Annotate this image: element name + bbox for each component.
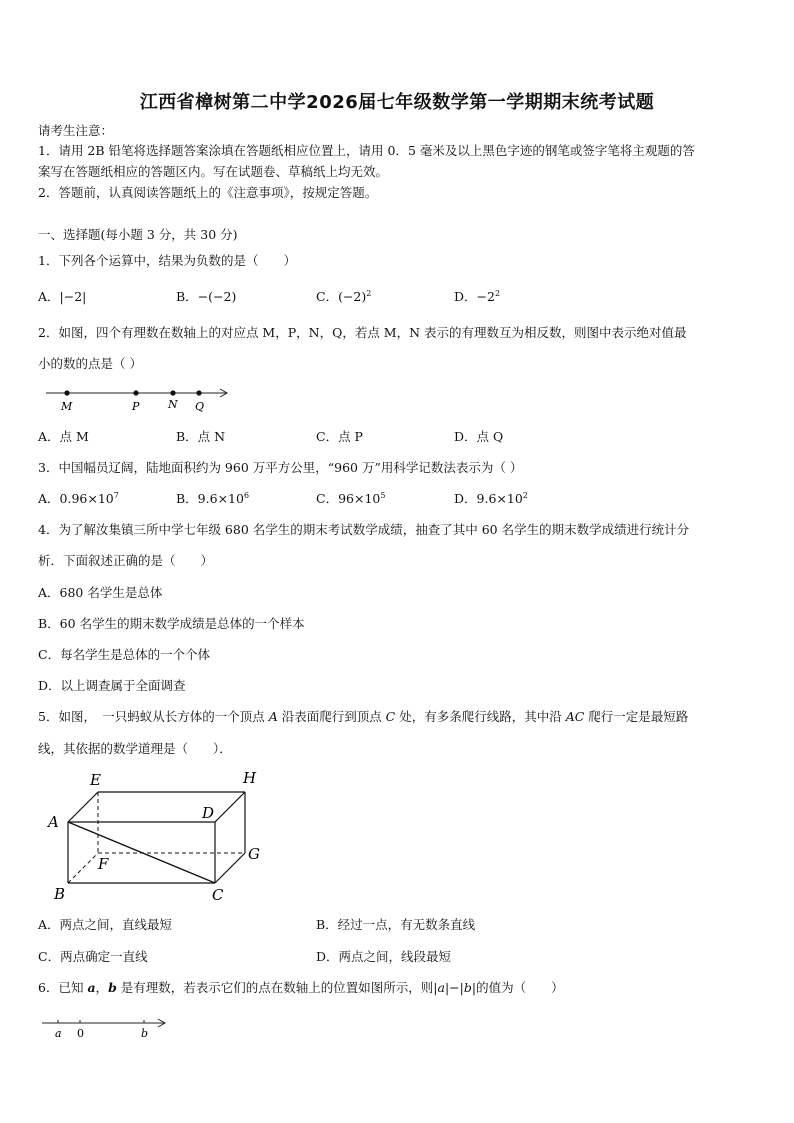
question-1-option-d: D．$-2^2$ — [454, 288, 501, 304]
question-1-option-b: B．−(−2) — [176, 289, 237, 304]
question-3-stem: 3．中国幅员辽阔，陆地面积约为 960 万平方公里，“960 万”用科学记数法表示为（ ） — [38, 460, 523, 475]
question-5-option-b: B．经过一点，有无数条直线 — [316, 917, 476, 932]
point-m — [64, 390, 69, 395]
question-4-line-1: 4．为了解汝集镇三所中学七年级 680 名学生的期末考试数学成绩，抽查了其中 60 名学生的期末数学成绩进行统计分 — [38, 522, 690, 537]
question-2-line-1: 2．如图，四个有理数在数轴上的对应点 M，P，N，Q，若点 M，N 表示的有理数互为相反数，则图中表示绝对值最 — [38, 325, 687, 340]
hidden-edge-b-f — [68, 853, 98, 883]
vertex-label-h: H — [243, 769, 257, 787]
notice-heading: 请考生注意： — [38, 123, 114, 138]
question-3-option-b: B．$9.6\times 10^6$ — [176, 490, 250, 506]
question-4-line-2: 析．下面叙述正确的是（ ） — [38, 553, 214, 568]
question-5-line-2: 线，其依据的数学道理是（ ）． — [38, 741, 232, 756]
label-n: N — [168, 398, 178, 411]
question-6-number-line — [38, 1012, 178, 1044]
label-m: M — [61, 400, 73, 413]
vertex-label-e: E — [90, 771, 101, 789]
question-2-option-b: B．点 N — [176, 429, 226, 444]
question-4-option-c: C．每名学生是总体的一个个体 — [38, 647, 211, 662]
edge-d-h — [215, 792, 245, 822]
label-zero: 0 — [77, 1027, 84, 1040]
label-b: b — [141, 1027, 149, 1040]
vertex-label-g: G — [248, 845, 260, 863]
label-p: P — [132, 400, 140, 413]
question-2-line-2: 小的数的点是（ ） — [38, 356, 142, 371]
vertex-label-f: F — [98, 855, 109, 873]
question-5-option-d: D．两点之间，线段最短 — [316, 949, 452, 964]
question-2-option-a: A．点 M — [38, 429, 89, 444]
question-6-stem: 6．已知 a，b 是有理数，若表示它们的点在数轴上的位置如图所示，则|a|−|b|的值为（ ） — [38, 980, 564, 995]
question-5-line-1: 5．如图， 一只蚂蚁从长方体的一个顶点 A 沿表面爬行到顶点 C 处，有多条爬行线路，其中沿 AC 爬行一定是最短路 — [38, 709, 689, 724]
vertex-label-c: C — [212, 886, 224, 904]
point-q — [196, 390, 201, 395]
label-q: Q — [195, 400, 205, 413]
edge-c-g — [215, 853, 245, 883]
vertex-label-d: D — [202, 804, 215, 822]
page-title: 江西省樟树第二中学2026届七年级数学第一学期期末统考试题 — [139, 92, 655, 113]
question-3-option-d: D．$9.6\times 10^2$ — [454, 490, 528, 506]
question-4-option-b: B．60 名学生的期末数学成绩是总体的一个样本 — [38, 616, 305, 631]
question-4-option-d: D．以上调查属于全面调查 — [38, 678, 186, 693]
label-a: a — [55, 1027, 62, 1040]
cuboid-figure — [40, 765, 280, 905]
question-3-option-c: C．$96\times 10^5$ — [316, 490, 386, 506]
section-heading: 一、选择题(每小题 3 分，共 30 分) — [38, 227, 238, 242]
vertex-label-b: B — [54, 885, 66, 903]
question-5-option-a: A．两点之间，直线最短 — [38, 917, 173, 932]
question-1-option-c: C．$(-2)^2$ — [316, 288, 372, 304]
question-2-number-line — [38, 380, 238, 416]
vertex-label-a: A — [48, 813, 59, 831]
question-1-option-a: A．|−2| — [38, 289, 87, 304]
edge-a-e — [68, 792, 98, 822]
question-1-stem: 1．下列各个运算中，结果为负数的是（ ） — [38, 253, 296, 268]
question-4-option-a: A．680 名学生是总体 — [38, 585, 163, 600]
question-3-option-a: A．$0.96\times 10^7$ — [38, 490, 119, 506]
question-2-option-c: C．点 P — [316, 429, 363, 444]
point-p — [133, 390, 138, 395]
notice-item-1-line-1: 1．请用 2B 铅笔将选择题答案涂填在答题纸相应位置上，请用 0．5 毫米及以上黑色字迹的钢笔或签字笔将主观题的答 — [38, 143, 695, 158]
notice-item-2: 2．答题前，认真阅读答题纸上的《注意事项》，按规定答题。 — [38, 185, 378, 200]
question-2-option-d: D．点 Q — [454, 429, 504, 444]
point-n — [170, 390, 175, 395]
notice-item-1-line-2: 案写在答题纸相应的答题区内。写在试题卷、草稿纸上均无效。 — [38, 164, 389, 179]
question-5-option-c: C．两点确定一直线 — [38, 949, 148, 964]
